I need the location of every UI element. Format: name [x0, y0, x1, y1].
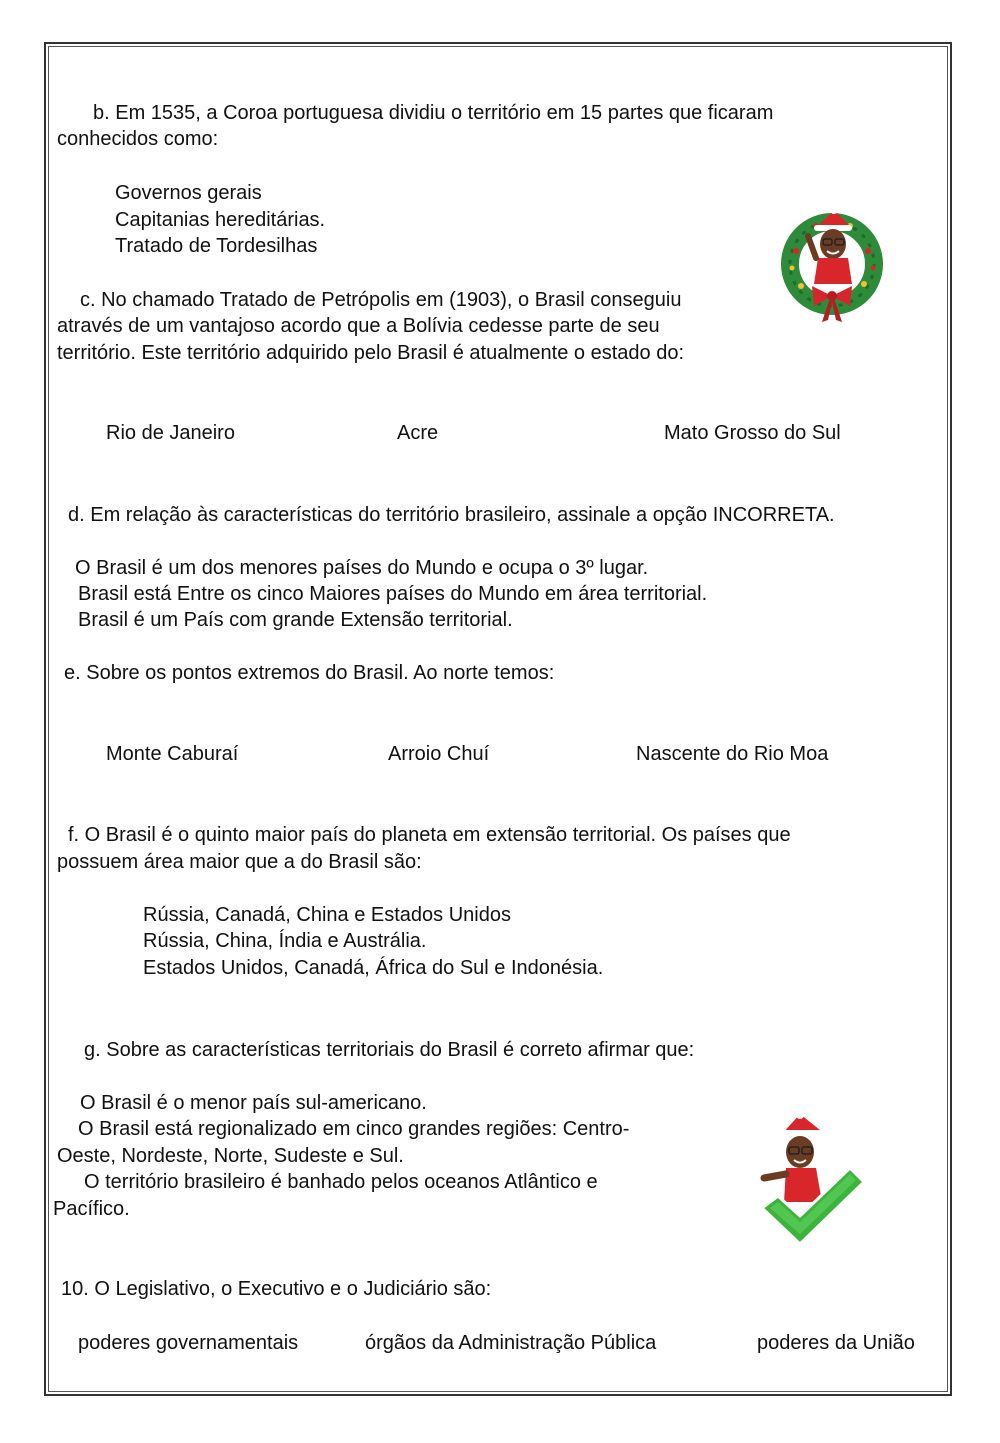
question-b-text-1: b. Em 1535, a Coroa portuguesa dividiu o território em 15 partes que ficaram — [93, 102, 774, 124]
question-c-option-3[interactable]: Mato Grosso do Sul — [664, 422, 841, 444]
question-d-option-3[interactable]: Brasil é um País com grande Extensão territorial. — [78, 609, 513, 631]
question-g-option-1[interactable]: O Brasil é o menor país sul-americano. — [80, 1092, 427, 1114]
question-b-text-2: conhecidos como: — [57, 128, 219, 150]
question-e-option-3[interactable]: Nascente do Rio Moa — [636, 743, 829, 765]
avatar-shirt — [814, 258, 852, 284]
avatar-checkmark-icon — [756, 1112, 868, 1248]
avatar-shirt — [784, 1168, 822, 1202]
question-g-option-2b[interactable]: Oeste, Nordeste, Norte, Sudeste e Sul. — [57, 1145, 404, 1167]
question-b-option-1[interactable]: Governos gerais — [115, 182, 262, 204]
question-g-option-2a[interactable]: O Brasil está regionalizado em cinco grandes regiões: Centro- — [78, 1118, 630, 1140]
question-f-text-2: possuem área maior que a do Brasil são: — [57, 851, 422, 873]
question-g-text-1: g. Sobre as características territoriais do Brasil é correto afirmar que: — [84, 1039, 695, 1061]
question-c-text-2: através de um vantajoso acordo que a Bolívia cedesse parte de seu — [57, 315, 660, 337]
question-10-option-3[interactable]: poderes da União — [757, 1332, 915, 1354]
question-c-option-2[interactable]: Acre — [397, 422, 439, 444]
question-g-option-3b[interactable]: Pacífico. — [53, 1198, 130, 1220]
question-c-option-1[interactable]: Rio de Janeiro — [106, 422, 235, 444]
question-d-text-1: d. Em relação às características do território brasileiro, assinale a opção INCORRETA. — [68, 504, 835, 526]
question-f-option-1[interactable]: Rússia, Canadá, China e Estados Unidos — [143, 904, 511, 926]
question-c-text-3: território. Este território adquirido pelo Brasil é atualmente o estado do: — [57, 342, 685, 364]
question-b-option-3[interactable]: Tratado de Tordesilhas — [115, 235, 318, 257]
christmas-wreath-avatar-icon — [776, 206, 888, 326]
question-c-text-1: c. No chamado Tratado de Petrópolis em (1903), o Brasil conseguiu — [80, 289, 682, 311]
question-e-option-1[interactable]: Monte Caburaí — [106, 743, 239, 765]
question-10-option-1[interactable]: poderes governamentais — [78, 1332, 299, 1354]
question-10-option-2[interactable]: órgãos da Administração Pública — [365, 1332, 657, 1354]
question-d-option-1[interactable]: O Brasil é um dos menores países do Mundo e ocupa o 3º lugar. — [75, 557, 649, 579]
question-b-option-2[interactable]: Capitanias hereditárias. — [115, 209, 326, 231]
question-10-text-1: 10. O Legislativo, o Executivo e o Judiciário são: — [61, 1278, 492, 1300]
question-d-option-2[interactable]: Brasil está Entre os cinco Maiores países do Mundo em área territorial. — [78, 583, 708, 605]
question-g-option-3a[interactable]: O território brasileiro é banhado pelos oceanos Atlântico e — [84, 1171, 598, 1193]
question-f-text-1: f. O Brasil é o quinto maior país do planeta em extensão territorial. Os países que — [68, 824, 791, 846]
question-f-option-3[interactable]: Estados Unidos, Canadá, África do Sul e Indonésia. — [143, 957, 604, 979]
question-e-option-2[interactable]: Arroio Chuí — [388, 743, 490, 765]
question-f-option-2[interactable]: Rússia, China, Índia e Austrália. — [143, 930, 427, 952]
question-e-text-1: e. Sobre os pontos extremos do Brasil. Ao norte temos: — [64, 662, 555, 684]
